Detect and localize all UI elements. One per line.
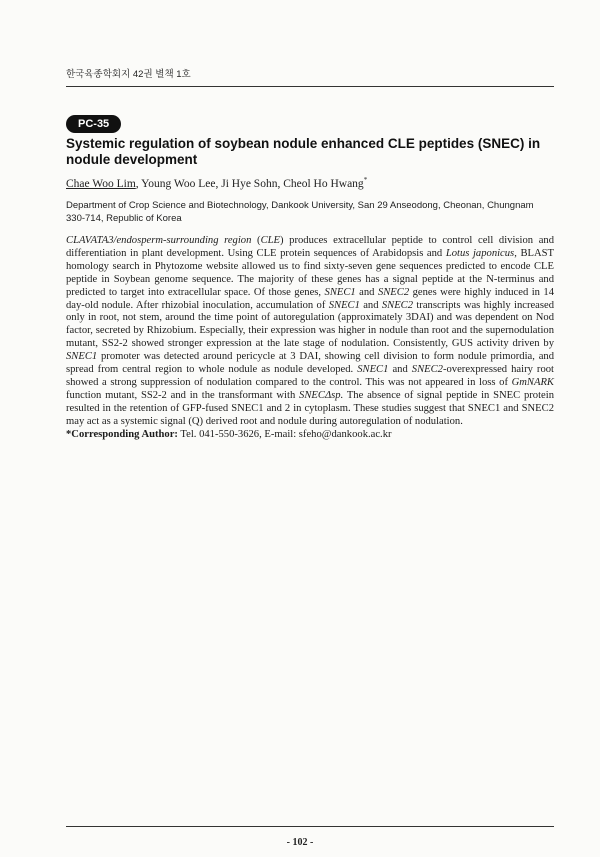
abstract-text: function mutant, SS2-2 and in the transformant with — [66, 389, 300, 401]
abstract-italic-term: GmNARK — [511, 376, 554, 388]
author-list — [66, 176, 367, 190]
abstract-text: transcripts was highly increased only in root, not stem, around the time point of autoregulation (approximately 3DAI) and was dependent on Nod factor, secreted by Rhizobium. Especially, their expression was higher in nodule than root and the supernodulation mutant, SS2-2 showed stronger expression at the late stage of nodulation. Consistently, GUS activity driven by — [66, 299, 554, 350]
abstract-italic-term: SNEC2 — [377, 286, 410, 298]
page-number: - 102 - — [286, 837, 314, 848]
footer-rule — [66, 826, 554, 827]
corresponding-label: *Corresponding Author: — [66, 429, 178, 440]
abstract-text: ) produces extracellular peptide to control cell division and differentiation in plant development. Using CLE protein sequences of Arabidopsis and — [66, 235, 554, 259]
abstract-text: The absence of signal peptide in SNEC protein resulted in the retention of GFP-fused SNEC1 and 2 in cytoplasm. These studies suggest that SNEC1 and SNEC2 may act as a systemic signal (Q) derived root and nodule during autoregulation of nodulation. — [66, 389, 554, 427]
corresponding-mark: * — [363, 176, 368, 184]
poster-id-badge: PC-35 — [66, 115, 121, 133]
abstract-italic-term: Lotus japonicus — [445, 247, 515, 259]
corresponding-author — [66, 429, 392, 440]
abstract-text: promoter was detected around pericycle at 3 DAI, showing cell division to form nodule primordia, and spread from central region to whole nodule as nodule developed. — [66, 351, 554, 376]
header-rule — [66, 86, 554, 87]
running-head: 한국육종학회지 42권 별책 1호 — [66, 69, 191, 80]
abstract-italic-term: CLE — [260, 235, 281, 246]
first-author: Chae Woo Lim — [66, 177, 136, 190]
abstract-italic-term: SNEC1 — [324, 286, 356, 298]
affiliation: Department of Crop Science and Biotechnology, Dankook University, San 29 Anseodong, Cheonan, Chungnam 330-714, Republic of Korea — [66, 200, 534, 224]
abstract-text: , BLAST homology search in Phytozome website allowed us to find sixty-seven gene sequences predicted to encode CLE peptide in Soybean genome sequence. The majority of these genes has a signal peptide at the N-terminus and predicted to target into extracellular space. Of those genes, — [66, 247, 554, 298]
co-authors: , Young Woo Lee, Ji Hye Sohn, Cheol Ho Hwang — [135, 177, 364, 190]
abstract-italic-term: SNEC1 — [357, 364, 389, 376]
abstract-italic-term: CLAVATA3/endosperm-surrounding region — [66, 235, 252, 246]
abstract-text: genes were highly induced in 14 day-old nodule. After rhizobial inoculation, accumulation of — [66, 286, 554, 311]
abstract-text: and — [355, 286, 378, 298]
abstract-body — [66, 235, 554, 429]
abstract-text: -overexpressed hairy root showed a strong suppression of nodulation compared to the control. This was not appeared in loss of — [66, 364, 554, 388]
abstract-text: ( — [251, 235, 261, 246]
abstract-italic-term: SNEC2 — [381, 299, 414, 311]
abstract-italic-term: SNEC2 — [411, 364, 443, 376]
abstract-text: and — [388, 364, 412, 376]
paper-title: Systemic regulation of soybean nodule enhanced CLE peptides (SNEC) in nodule development — [66, 136, 541, 167]
abstract-italic-term: SNEC1 — [66, 351, 98, 363]
abstract-italic-term: SNECΔsp. — [299, 389, 344, 401]
corresponding-contact: Tel. 041-550-3626, E-mail: sfeho@dankook.ac.kr — [177, 429, 392, 440]
abstract-italic-term: SNEC1 — [328, 299, 360, 311]
abstract-text: and — [359, 299, 382, 311]
